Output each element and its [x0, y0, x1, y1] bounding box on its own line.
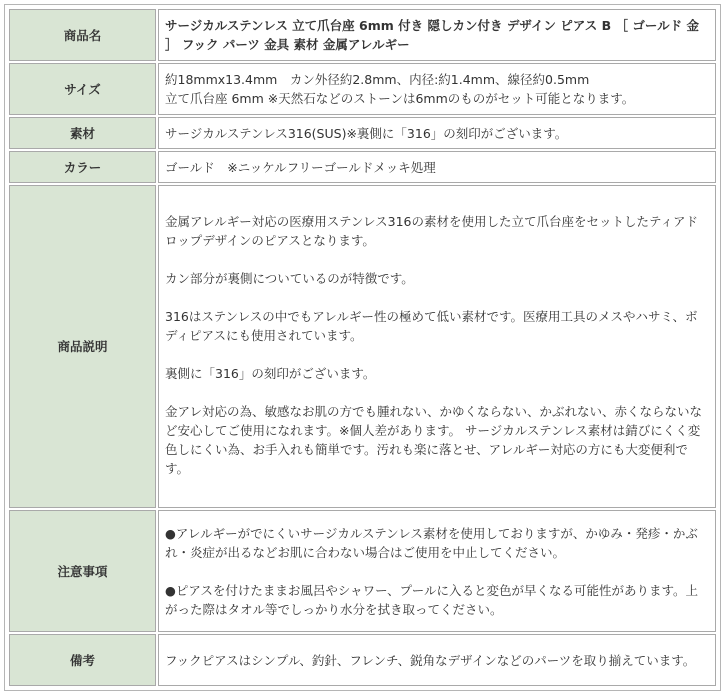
description-paragraph: 316はステンレスの中でもアレルギー性の極めて低い素材です。医療用工具のメスやハサミ、ボディピアスにも使用されています。	[165, 308, 698, 343]
row-notes	[9, 510, 716, 632]
value-description	[158, 185, 716, 508]
row-description	[9, 185, 716, 508]
label-size: サイズ	[9, 63, 156, 115]
value-remarks	[158, 634, 716, 686]
label-remarks: 備考	[9, 634, 156, 686]
row-product-name	[9, 9, 716, 61]
size-line-2: 立て爪台座 6mm ※天然石などのストーンは6mmのものがセット可能となります。	[165, 91, 635, 106]
value-size	[158, 63, 716, 115]
row-remarks	[9, 634, 716, 686]
description-paragraph: カン部分が裏側についているのが特徴です。	[165, 270, 414, 286]
product-spec-panel	[4, 4, 721, 691]
value-material	[158, 117, 716, 149]
value-product-name	[158, 9, 716, 61]
description-paragraph: 裏側に「316」の刻印がございます。	[165, 365, 376, 381]
notes-paragraph: ●アレルギーがでにくいサージカルステンレス素材を使用しておりますが、かゆみ・発疹・かぶれ・炎症が出るなどお肌に合わない場合はご使用を中止してください。	[165, 525, 698, 560]
description-paragraph: 金アレ対応の為、敏感なお肌の方でも腫れない、かゆくならない、かぶれない、赤くならないなど安心してご使用になれます。※個人差があります。 サージカルステンレス素材は錆びにくく変色しにくい為、お手入れも簡単です。汚れも楽に落とせ、アレルギー対応の方にも大変便利です。	[165, 403, 703, 476]
label-notes: 注意事項	[9, 510, 156, 632]
row-size	[9, 63, 716, 115]
size-line-1: 約18mmx13.4mm カン外径約2.8mm、内径:約1.4mm、線径約0.5mm	[165, 72, 590, 87]
value-color	[158, 151, 716, 183]
value-notes	[158, 510, 716, 632]
row-color	[9, 151, 716, 183]
label-description: 商品説明	[9, 185, 156, 508]
product-name-text: サージカルステンレス 立て爪台座 6mm 付き 隠しカン付き デザイン ピアス B ［ ゴールド 金 ］ フック パーツ 金具 素材 金属アレルギー	[165, 18, 699, 52]
label-product-name: 商品名	[9, 9, 156, 61]
row-material	[9, 117, 716, 149]
product-spec-table	[7, 7, 718, 688]
material-text: サージカルステンレス316(SUS)※裏側に「316」の刻印がございます。	[165, 125, 568, 141]
remarks-text: フックピアスはシンプル、釣針、フレンチ、鋭角なデザインなどのパーツを取り揃えています。	[165, 652, 696, 668]
label-material: 素材	[9, 117, 156, 149]
description-paragraph: 金属アレルギー対応の医療用ステンレス316の素材を使用した立て爪台座をセットしたティアドロップデザインのピアスとなります。	[165, 213, 698, 248]
notes-paragraph: ●ピアスを付けたままお風呂やシャワー、プールに入ると変色が早くなる可能性があります。上がった際はタオル等でしっかり水分を拭き取ってください。	[165, 582, 699, 617]
label-color: カラー	[9, 151, 156, 183]
color-text: ゴールド ※ニッケルフリーゴールドメッキ処理	[165, 159, 436, 175]
